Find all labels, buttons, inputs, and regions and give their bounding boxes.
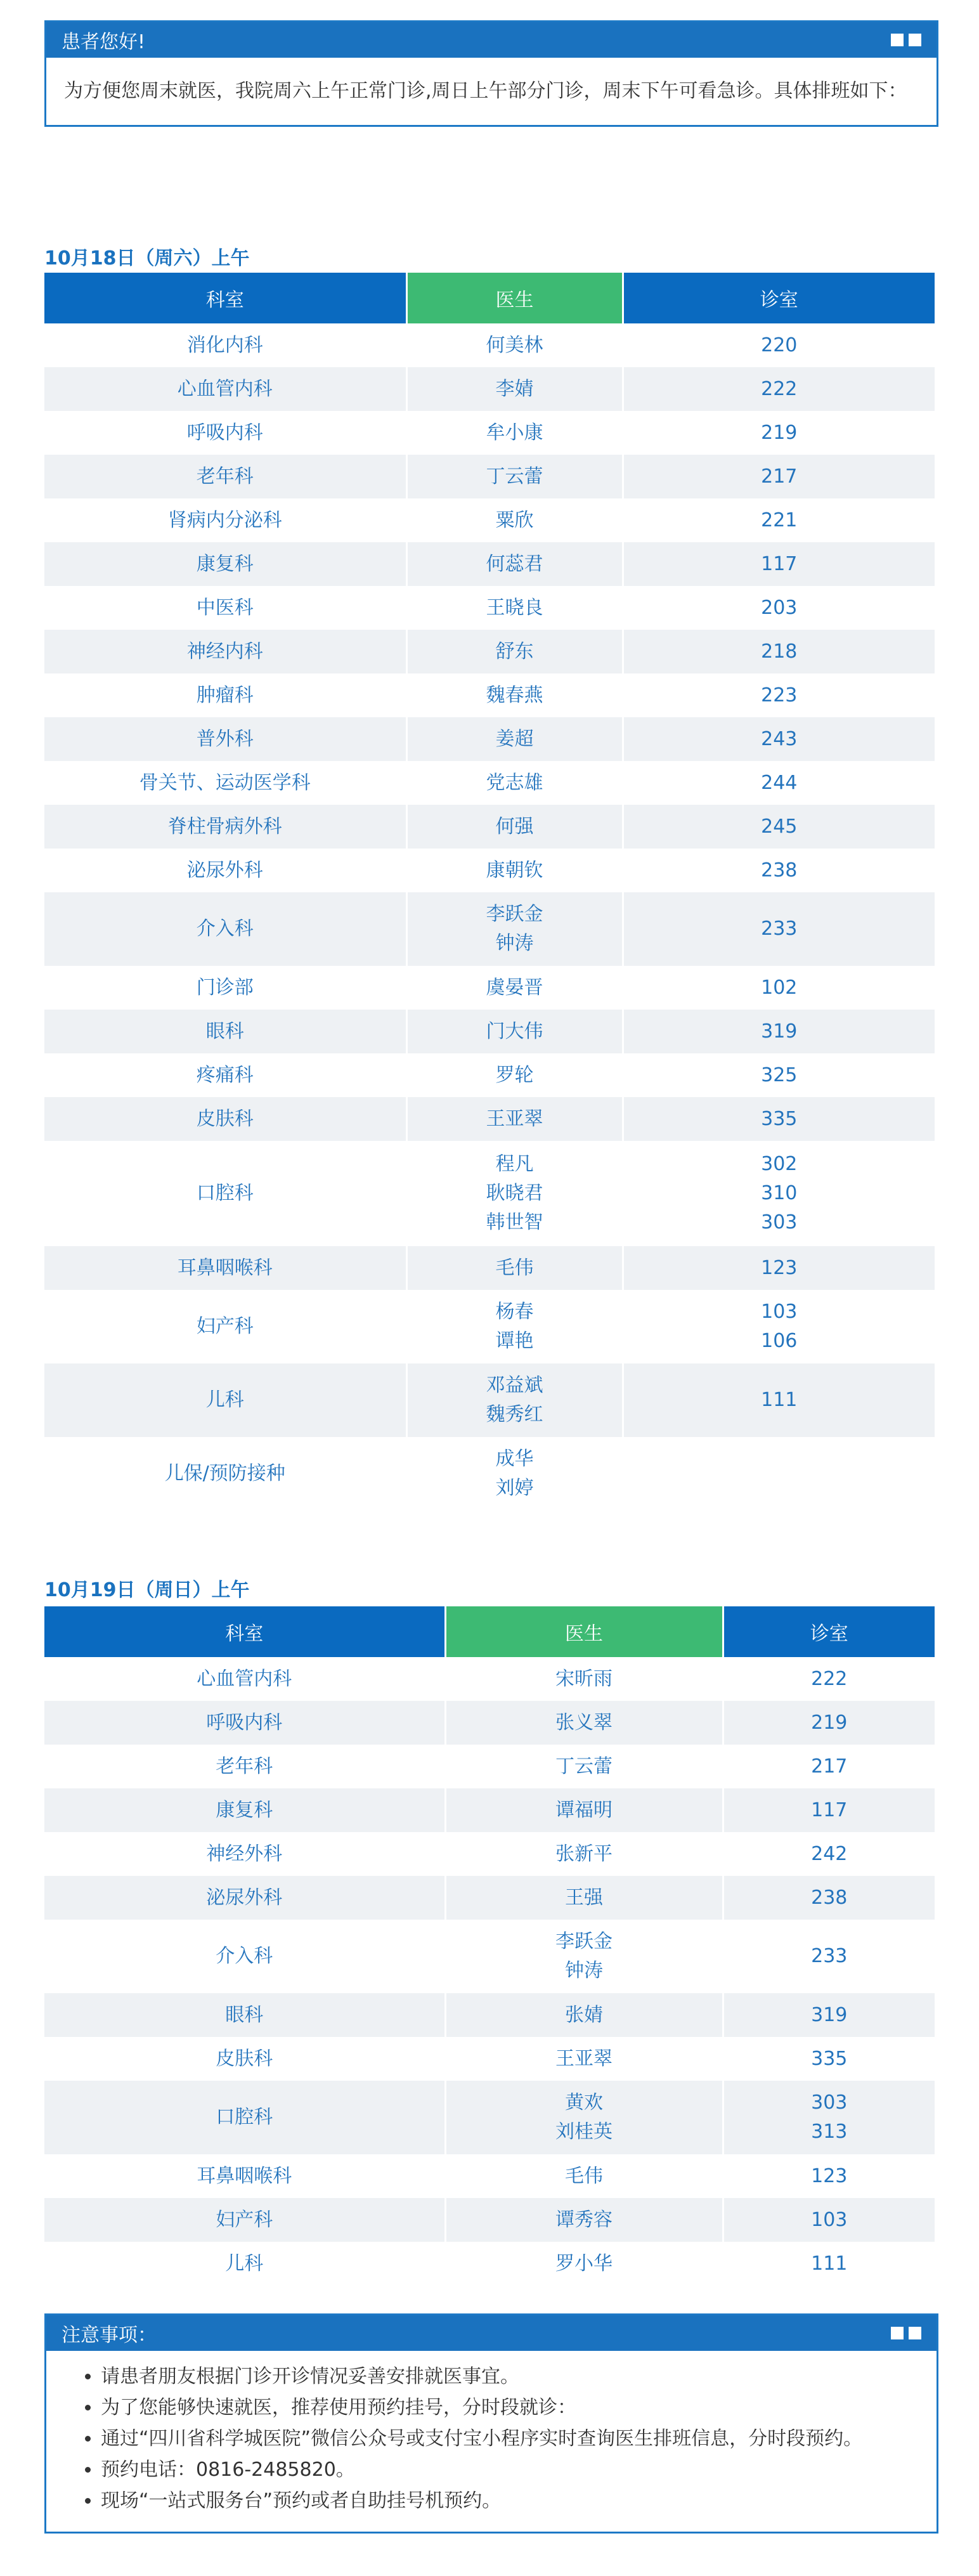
room-cell <box>723 1876 935 1920</box>
room-number: 103 <box>811 2208 848 2231</box>
header-doctor: 医生 <box>406 273 623 323</box>
doctor-cell <box>445 2081 723 2154</box>
room-number: 222 <box>761 377 798 400</box>
header-room: 诊室 <box>723 1606 935 1657</box>
doctor-cell <box>406 1290 623 1363</box>
doctor-cell <box>445 1832 723 1876</box>
notes-list <box>64 2361 919 2516</box>
table-row <box>44 761 935 805</box>
doctor-name: 牟小康 <box>486 421 543 444</box>
doctor-cell <box>445 1701 723 1745</box>
room-cell <box>623 1097 935 1141</box>
table-row <box>44 586 935 630</box>
room-cell <box>623 1290 935 1363</box>
room-number: 203 <box>761 596 798 619</box>
note-item: • 预约电话：0816-2485820。 <box>101 2454 919 2485</box>
doctor-cell <box>406 630 623 673</box>
table-row <box>44 1437 935 1511</box>
dept-cell: 疼痛科 <box>44 1053 406 1097</box>
room-number: 238 <box>811 1886 848 1909</box>
table-row <box>44 1876 935 1920</box>
room-number: 233 <box>761 918 798 940</box>
table-row <box>44 1993 935 2037</box>
room-cell <box>623 966 935 1010</box>
table-row <box>44 1832 935 1876</box>
table-row <box>44 367 935 411</box>
table-header-row <box>44 273 935 323</box>
doctor-cell <box>445 2037 723 2081</box>
room-number: 335 <box>761 1107 798 1130</box>
note-item: • 现场“一站式服务台”预约或者自助挂号机预约。 <box>101 2485 919 2516</box>
doctor-cell <box>406 849 623 892</box>
saturday-title: 10月18日（周六）上午 <box>44 247 250 270</box>
double-square-icon <box>891 34 921 46</box>
doctor-cell <box>406 805 623 849</box>
room-cell <box>623 1437 935 1511</box>
dept-cell: 呼吸内科 <box>44 1701 445 1745</box>
table-row <box>44 966 935 1010</box>
doctor-cell <box>406 323 623 367</box>
doctor-cell <box>406 717 623 761</box>
room-number: 233 <box>811 1945 848 1967</box>
table-row <box>44 2242 935 2286</box>
table-row <box>44 1363 935 1437</box>
greeting-title: 患者您好! <box>62 31 146 53</box>
doctor-cell <box>406 1053 623 1097</box>
room-cell <box>623 673 935 717</box>
doctor-name: 刘婷 <box>495 1477 534 1499</box>
table-row <box>44 673 935 717</box>
room-cell <box>723 1993 935 2037</box>
dept-cell: 泌尿外科 <box>44 1876 445 1920</box>
table-row <box>44 805 935 849</box>
table-row <box>44 1246 935 1290</box>
notes-body <box>46 2351 937 2532</box>
doctor-cell <box>445 1657 723 1701</box>
doctor-name: 张义翠 <box>555 1711 613 1734</box>
doctor-name: 康朝钦 <box>486 859 543 881</box>
dept-cell: 老年科 <box>44 455 406 498</box>
room-cell <box>623 411 935 455</box>
room-number: 219 <box>811 1711 848 1734</box>
dept-cell: 心血管内科 <box>44 1657 445 1701</box>
notes-header <box>46 2315 937 2351</box>
doctor-name: 魏秀红 <box>486 1403 543 1426</box>
doctor-cell <box>406 1141 623 1246</box>
doctor-cell <box>406 498 623 542</box>
room-cell <box>623 849 935 892</box>
dept-cell: 老年科 <box>44 1745 445 1788</box>
room-number: 222 <box>811 1667 848 1690</box>
doctor-name: 张新平 <box>555 1842 613 1865</box>
room-number: 123 <box>761 1256 798 1279</box>
doctor-name: 李婧 <box>495 377 534 400</box>
doctor-cell <box>406 761 623 805</box>
table-row <box>44 2081 935 2154</box>
room-number: 243 <box>761 727 798 750</box>
room-number: 303 <box>811 2091 848 2114</box>
room-cell <box>623 630 935 673</box>
table-row <box>44 1053 935 1097</box>
doctor-name: 舒东 <box>495 640 534 663</box>
room-cell <box>623 1141 935 1246</box>
room-cell <box>623 498 935 542</box>
doctor-name: 王强 <box>565 1886 603 1909</box>
doctor-name: 李跃金 <box>486 903 543 925</box>
room-cell <box>723 2037 935 2081</box>
room-number: 117 <box>811 1799 848 1821</box>
header-dept: 科室 <box>44 273 406 323</box>
table-row <box>44 1788 935 1832</box>
room-cell <box>623 761 935 805</box>
room-number: 302 <box>761 1153 798 1175</box>
header-dept: 科室 <box>44 1606 445 1657</box>
room-number: 238 <box>761 859 798 881</box>
doctor-name: 丁云蕾 <box>486 465 543 488</box>
note-item: • 请患者朋友根据门诊开诊情况妥善安排就医事宜。 <box>101 2361 919 2392</box>
room-cell <box>723 2081 935 2154</box>
table-row <box>44 892 935 966</box>
room-cell <box>723 1701 935 1745</box>
table-row <box>44 1010 935 1053</box>
room-cell <box>623 323 935 367</box>
room-cell <box>623 542 935 586</box>
doctor-cell <box>406 367 623 411</box>
room-cell <box>623 1053 935 1097</box>
dept-cell: 骨关节、运动医学科 <box>44 761 406 805</box>
doctor-cell <box>406 673 623 717</box>
table-row <box>44 849 935 892</box>
room-number: 103 <box>761 1301 798 1323</box>
doctor-name: 罗小华 <box>555 2252 613 2275</box>
room-number: 319 <box>761 1020 798 1043</box>
saturday-schedule-table <box>44 273 935 1511</box>
dept-cell: 眼科 <box>44 1010 406 1053</box>
doctor-name: 程凡 <box>495 1153 534 1175</box>
dept-cell: 耳鼻咽喉科 <box>44 2154 445 2198</box>
dept-cell: 神经外科 <box>44 1832 445 1876</box>
room-cell <box>723 1920 935 1993</box>
table-header-row <box>44 1606 935 1657</box>
doctor-name: 张婧 <box>565 2003 603 2026</box>
table-row <box>44 1141 935 1246</box>
header-doctor: 医生 <box>445 1606 723 1657</box>
dept-cell: 肾病内分泌科 <box>44 498 406 542</box>
dept-cell: 皮肤科 <box>44 1097 406 1141</box>
dept-cell: 消化内科 <box>44 323 406 367</box>
dept-cell: 妇产科 <box>44 1290 406 1363</box>
room-cell <box>623 455 935 498</box>
table-row <box>44 455 935 498</box>
doctor-name: 成华 <box>495 1448 534 1470</box>
room-number: 117 <box>761 552 798 575</box>
note-item: • 为了您能够快速就医，推荐使用预约挂号，分时段就诊： <box>101 2392 919 2423</box>
room-cell <box>723 2154 935 2198</box>
room-number: 244 <box>761 771 798 794</box>
greeting-header <box>46 22 937 58</box>
doctor-cell <box>406 966 623 1010</box>
doctor-name: 杨春 <box>495 1301 534 1323</box>
room-number: 310 <box>761 1182 798 1204</box>
table-row <box>44 1657 935 1701</box>
doctor-name: 门大伟 <box>486 1020 543 1043</box>
doctor-name: 李跃金 <box>555 1930 613 1953</box>
doctor-name: 毛伟 <box>495 1256 534 1279</box>
table-row <box>44 323 935 367</box>
room-cell <box>623 1246 935 1290</box>
room-cell <box>623 1363 935 1437</box>
room-number: 219 <box>761 421 798 444</box>
table-row <box>44 498 935 542</box>
doctor-cell <box>406 411 623 455</box>
doctor-name: 魏春燕 <box>486 684 543 706</box>
table-row <box>44 630 935 673</box>
room-cell <box>623 367 935 411</box>
room-cell <box>723 1657 935 1701</box>
table-row <box>44 1097 935 1141</box>
room-number: 221 <box>761 509 798 531</box>
sunday-schedule-table <box>44 1606 935 2286</box>
room-cell <box>723 1745 935 1788</box>
doctor-cell <box>445 2198 723 2242</box>
doctor-cell <box>406 542 623 586</box>
doctor-name: 宋昕雨 <box>555 1667 613 1690</box>
room-number: 111 <box>761 1389 798 1411</box>
room-number: 220 <box>761 334 798 356</box>
room-cell <box>623 1010 935 1053</box>
room-cell <box>723 1788 935 1832</box>
doctor-name: 虞晏晋 <box>486 976 543 999</box>
room-cell <box>623 892 935 966</box>
room-number: 245 <box>761 815 798 838</box>
dept-cell: 门诊部 <box>44 966 406 1010</box>
table-row <box>44 2198 935 2242</box>
table-row <box>44 1290 935 1363</box>
room-number: 123 <box>811 2164 848 2187</box>
table-row <box>44 1701 935 1745</box>
dept-cell: 儿科 <box>44 1363 406 1437</box>
dept-cell: 皮肤科 <box>44 2037 445 2081</box>
doctor-name: 谭福明 <box>555 1799 613 1821</box>
doctor-name: 黄欢 <box>565 2091 603 2114</box>
dept-cell: 康复科 <box>44 1788 445 1832</box>
table-row <box>44 1920 935 1993</box>
room-number: 242 <box>811 1842 848 1865</box>
table-row <box>44 542 935 586</box>
table-row <box>44 2154 935 2198</box>
dept-cell: 介入科 <box>44 1920 445 1993</box>
notes-box <box>44 2313 938 2534</box>
doctor-cell <box>406 586 623 630</box>
room-cell <box>723 2198 935 2242</box>
header-room: 诊室 <box>623 273 935 323</box>
doctor-cell <box>406 1246 623 1290</box>
dept-cell: 妇产科 <box>44 2198 445 2242</box>
doctor-name: 何蕊君 <box>486 552 543 575</box>
doctor-name: 罗轮 <box>495 1064 534 1086</box>
room-number: 218 <box>761 640 798 663</box>
dept-cell: 康复科 <box>44 542 406 586</box>
doctor-name: 邓益斌 <box>486 1374 543 1396</box>
note-item: • 通过“四川省科学城医院”微信公众号或支付宝小程序实时查询医生排班信息，分时段预约。 <box>101 2423 919 2454</box>
dept-cell: 泌尿外科 <box>44 849 406 892</box>
doctor-cell <box>406 1363 623 1437</box>
doctor-cell <box>406 892 623 966</box>
room-cell <box>623 717 935 761</box>
doctor-name: 姜超 <box>495 727 534 750</box>
dept-cell: 儿科 <box>44 2242 445 2286</box>
room-cell <box>623 586 935 630</box>
room-number: 325 <box>761 1064 798 1086</box>
greeting-text: 为方便您周末就医，我院周六上午正常门诊,周日上午部分门诊，周末下午可看急诊。具体排班如下： <box>64 80 907 102</box>
dept-cell: 耳鼻咽喉科 <box>44 1246 406 1290</box>
dept-cell: 呼吸内科 <box>44 411 406 455</box>
doctor-cell <box>445 1993 723 2037</box>
doctor-name: 刘桂英 <box>555 2121 613 2143</box>
doctor-name: 党志雄 <box>486 771 543 794</box>
room-number: 217 <box>761 465 798 488</box>
doctor-name: 王亚翠 <box>486 1107 543 1130</box>
dept-cell: 介入科 <box>44 892 406 966</box>
doctor-cell <box>445 1745 723 1788</box>
doctor-name: 丁云蕾 <box>555 1755 613 1778</box>
doctor-name: 韩世智 <box>486 1211 543 1233</box>
dept-cell: 眼科 <box>44 1993 445 2037</box>
room-cell <box>723 2242 935 2286</box>
doctor-name: 钟涛 <box>565 1960 603 1982</box>
room-number: 319 <box>811 2003 848 2026</box>
dept-cell: 中医科 <box>44 586 406 630</box>
dept-cell: 脊柱骨病外科 <box>44 805 406 849</box>
dept-cell: 口腔科 <box>44 2081 445 2154</box>
double-square-icon <box>891 2327 921 2339</box>
doctor-name: 王晓良 <box>486 596 543 619</box>
room-number: 223 <box>761 684 798 706</box>
doctor-name: 毛伟 <box>565 2164 603 2187</box>
room-number: 102 <box>761 976 798 999</box>
table-row <box>44 717 935 761</box>
doctor-cell <box>406 1437 623 1511</box>
room-cell <box>623 805 935 849</box>
table-row <box>44 2037 935 2081</box>
dept-cell: 口腔科 <box>44 1141 406 1246</box>
doctor-name: 王亚翠 <box>555 2047 613 2070</box>
doctor-name: 何强 <box>495 815 534 838</box>
table-row <box>44 1745 935 1788</box>
dept-cell: 普外科 <box>44 717 406 761</box>
dept-cell: 儿保/预防接种 <box>44 1437 406 1511</box>
doctor-name: 谭秀容 <box>555 2208 613 2231</box>
doctor-cell <box>445 1920 723 1993</box>
doctor-name: 耿晓君 <box>486 1182 543 1204</box>
doctor-cell <box>445 1876 723 1920</box>
room-number: 335 <box>811 2047 848 2070</box>
sunday-title: 10月19日（周日）上午 <box>44 1579 250 1601</box>
doctor-cell <box>406 455 623 498</box>
doctor-name: 何美林 <box>486 334 543 356</box>
room-cell <box>723 1832 935 1876</box>
doctor-name: 粟欣 <box>495 509 534 531</box>
doctor-cell <box>445 2154 723 2198</box>
room-number: 313 <box>811 2121 848 2143</box>
doctor-name: 谭艳 <box>495 1330 534 1352</box>
room-number: 217 <box>811 1755 848 1778</box>
doctor-name: 钟涛 <box>495 932 534 954</box>
dept-cell: 心血管内科 <box>44 367 406 411</box>
doctor-cell <box>445 2242 723 2286</box>
room-number: 303 <box>761 1211 798 1233</box>
room-number: 106 <box>761 1330 798 1352</box>
dept-cell: 肿瘤科 <box>44 673 406 717</box>
doctor-cell <box>445 1788 723 1832</box>
room-number: 111 <box>811 2252 848 2275</box>
table-row <box>44 411 935 455</box>
doctor-cell <box>406 1010 623 1053</box>
greeting-box <box>44 20 938 127</box>
doctor-cell <box>406 1097 623 1141</box>
notes-title: 注意事项： <box>62 2324 157 2346</box>
dept-cell: 神经内科 <box>44 630 406 673</box>
